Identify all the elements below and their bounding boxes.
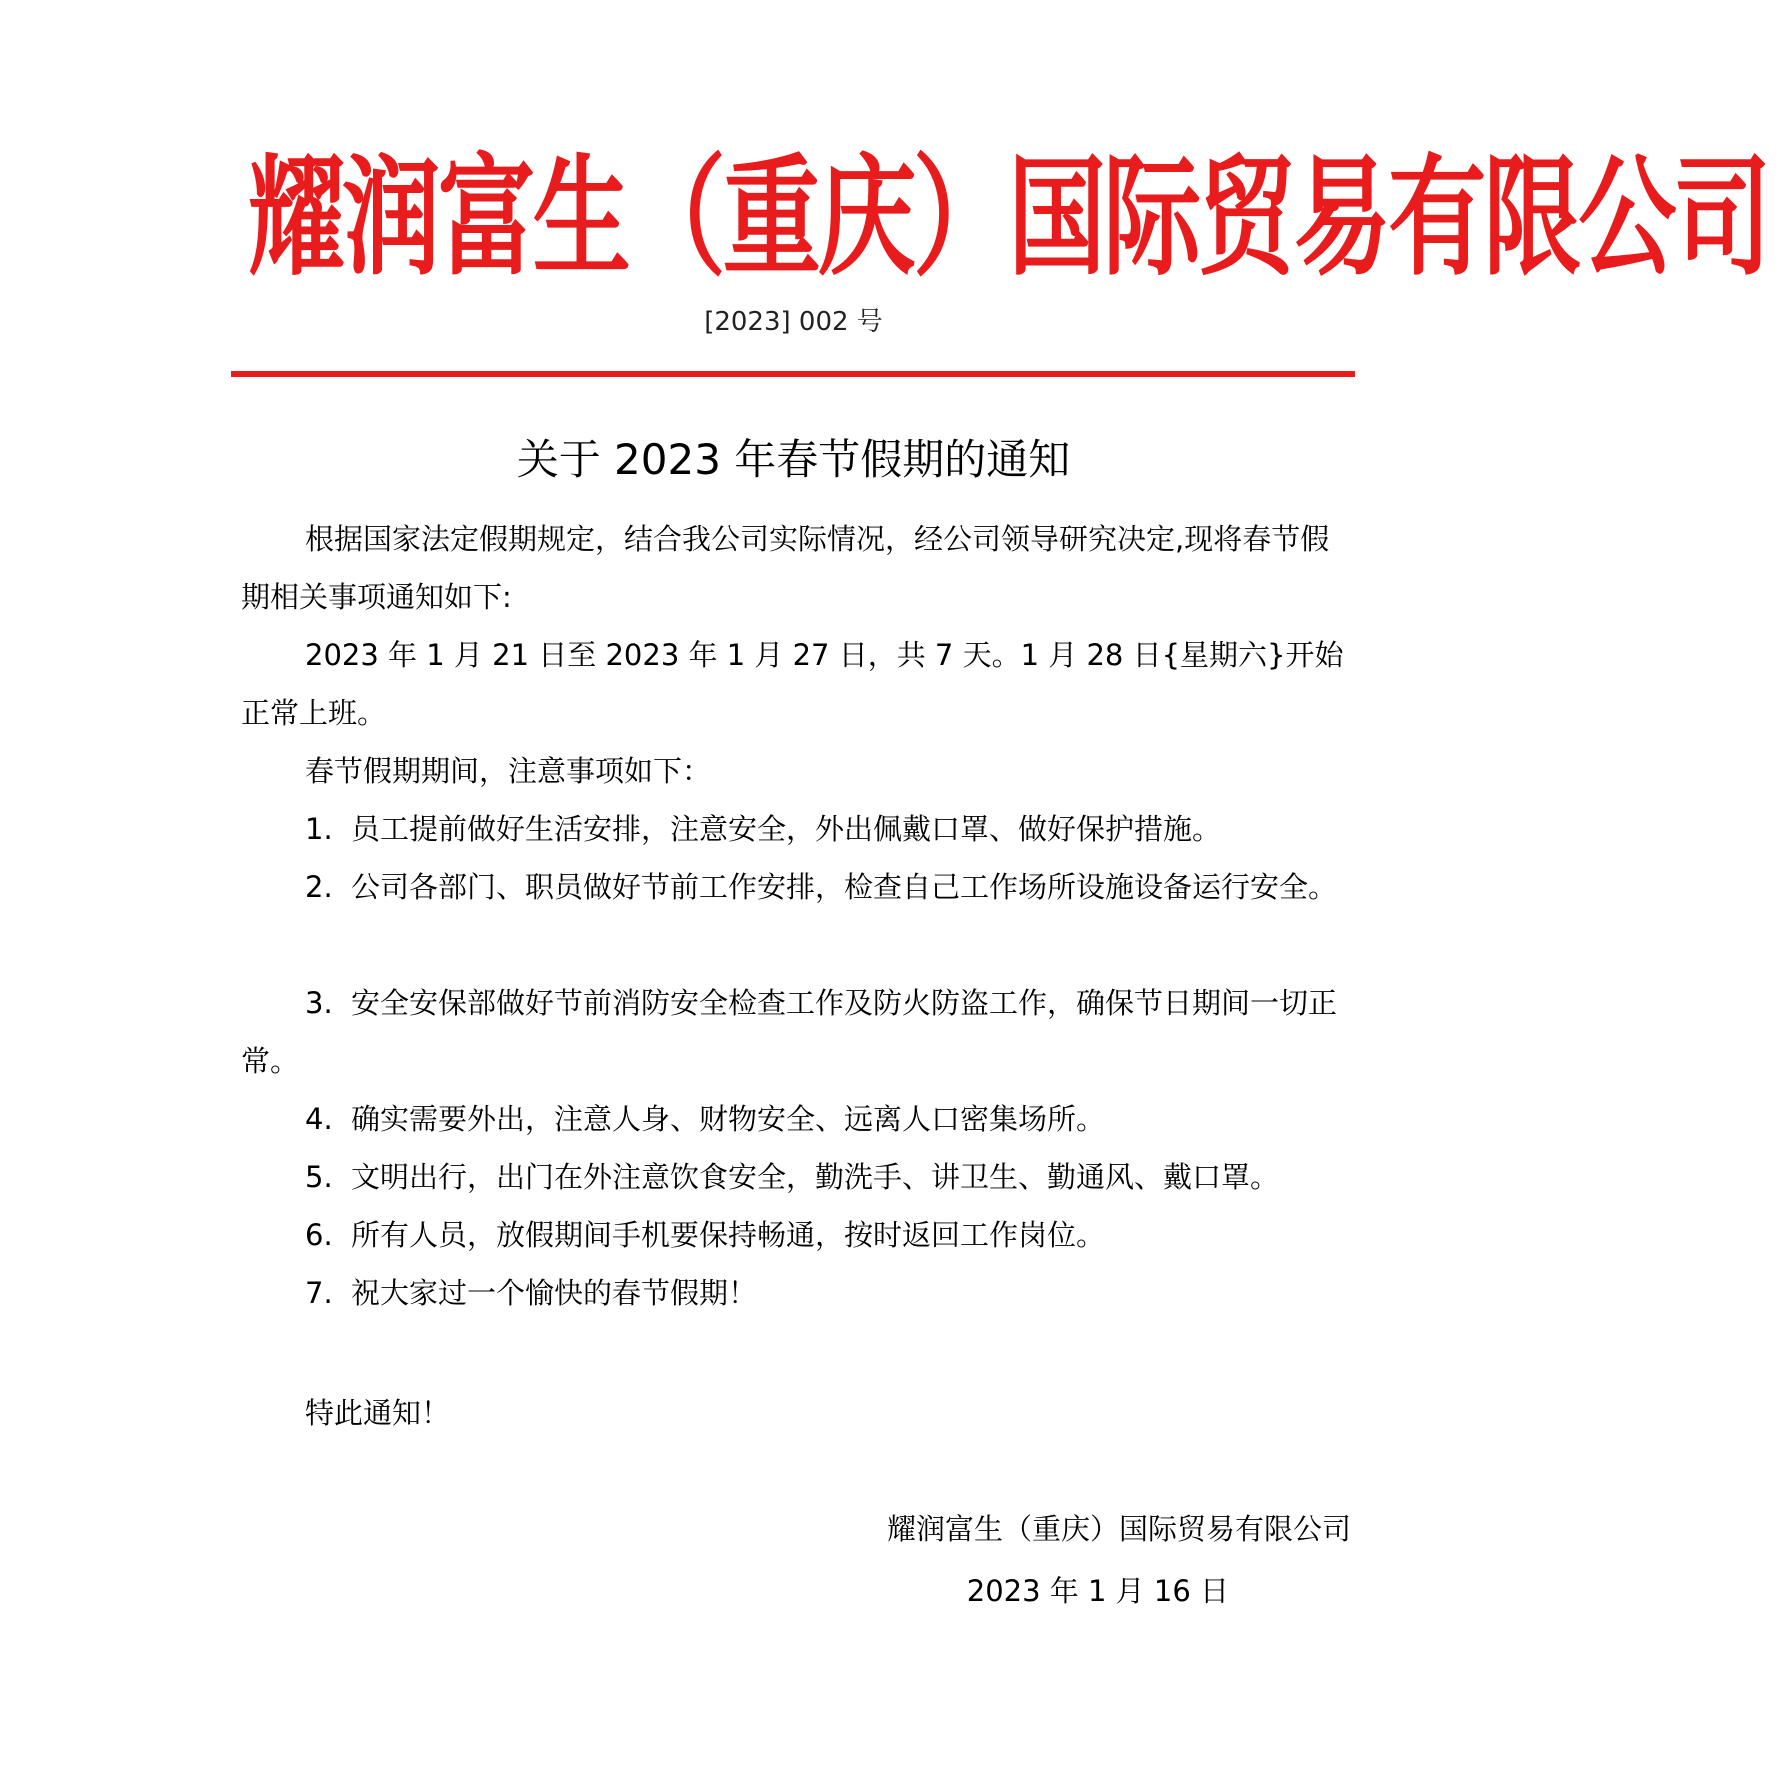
letterhead: [232, 140, 1769, 294]
list-item-number: 1.: [305, 812, 333, 846]
list-item: [241, 800, 1351, 858]
list-item-text: 所有人员，放假期间手机要保持畅通，按时返回工作岗位。: [351, 1218, 1106, 1252]
intro-paragraph: 根据国家法定假期规定，结合我公司实际情况，经公司领导研究决定,现将春节假期相关事项通知如下:: [241, 522, 1330, 614]
closing-text: 特此通知！: [305, 1396, 451, 1430]
document-number: [2023] 002 号: [704, 307, 883, 337]
letterhead-company-name: 耀润富生（重庆）国际贸易有限公司: [247, 140, 1769, 294]
list-item-number: 7.: [305, 1276, 333, 1310]
list-item-number: 5.: [305, 1160, 333, 1194]
list-item: [241, 974, 1351, 1090]
list-item-text: 确实需要外出，注意人身、财物安全、远离人口密集场所。: [351, 1102, 1106, 1136]
list-item-text: 员工提前做好生活安排，注意安全，外出佩戴口罩、做好保护措施。: [351, 812, 1222, 846]
red-divider-line: [231, 371, 1355, 377]
holiday-dates-paragraph: 2023 年 1 月 21 日至 2023 年 1 月 27 日，共 7 天。1 月 28 日{星期六}开始正常上班。: [241, 638, 1344, 730]
list-item-text: 安全安保部做好节前消防安全检查工作及防火防盗工作，确保节日期间一切正常。: [241, 986, 1338, 1078]
list-item: [241, 1206, 1351, 1264]
list-item-number: 2.: [305, 870, 333, 904]
list-item: [241, 1090, 1351, 1148]
list-item-text: 祝大家过一个愉快的春节假期！: [351, 1276, 758, 1310]
signature-company: 耀润富生（重庆）国际贸易有限公司: [886, 1512, 1351, 1546]
list-item: [241, 1264, 1351, 1322]
list-item: [241, 858, 1351, 916]
list-item-number: 3.: [305, 986, 333, 1020]
list-item-text: 公司各部门、职员做好节前工作安排，检查自己工作场所设施设备运行安全。: [351, 870, 1338, 904]
list-item-number: 4.: [305, 1102, 333, 1136]
list-item-text: 文明出行，出门在外注意饮食安全，勤洗手、讲卫生、勤通风、戴口罩。: [351, 1160, 1280, 1194]
notes-heading: 春节假期期间，注意事项如下：: [305, 754, 712, 788]
signature-date: 2023 年 1 月 16 日: [966, 1574, 1229, 1608]
list-item-number: 6.: [305, 1218, 333, 1252]
list-item: [241, 1148, 1351, 1206]
notice-title: 关于 2023 年春节假期的通知: [516, 435, 1071, 484]
